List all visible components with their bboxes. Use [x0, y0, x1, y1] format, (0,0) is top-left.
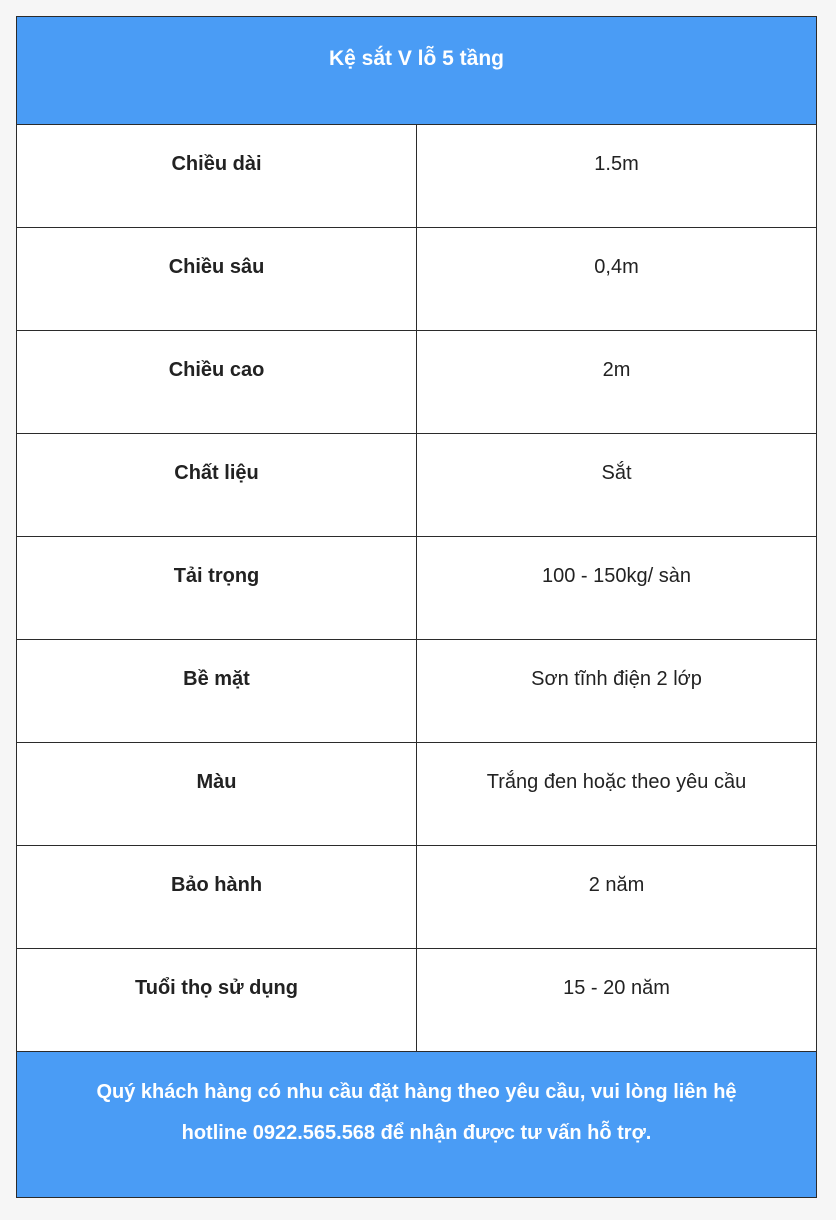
spec-label: Bề mặt: [17, 640, 417, 743]
table-row: [17, 228, 817, 331]
spec-value: Trắng đen hoặc theo yêu cầu: [417, 743, 817, 846]
table-row: [17, 949, 817, 1052]
table-row: [17, 537, 817, 640]
spec-value: 100 - 150kg/ sàn: [417, 537, 817, 640]
spec-table: [16, 16, 817, 1198]
table-footer-row: [17, 1052, 817, 1198]
contact-note-line2: hotline 0922.565.568 để nhận được tư vấn hỗ trợ.: [181, 1122, 652, 1144]
contact-note-line1: Quý khách hàng có nhu cầu đặt hàng theo yêu cầu, vui lòng liên hệ: [96, 1081, 737, 1103]
spec-value: Sơn tĩnh điện 2 lớp: [417, 640, 817, 743]
spec-label: Chất liệu: [17, 434, 417, 537]
spec-label: Chiều cao: [17, 331, 417, 434]
table-row: [17, 331, 817, 434]
table-row: [17, 125, 817, 228]
spec-value: 2m: [417, 331, 817, 434]
spec-value: 1.5m: [417, 125, 817, 228]
spec-label: Tải trọng: [17, 537, 417, 640]
spec-label: Chiều dài: [17, 125, 417, 228]
table-row: [17, 640, 817, 743]
table-row: [17, 434, 817, 537]
table-title: Kệ sắt V lỗ 5 tầng: [17, 17, 817, 125]
table-row: [17, 846, 817, 949]
spec-label: Tuổi thọ sử dụng: [17, 949, 417, 1052]
spec-label: Bảo hành: [17, 846, 417, 949]
spec-label: Màu: [17, 743, 417, 846]
spec-value: 0,4m: [417, 228, 817, 331]
spec-label: Chiều sâu: [17, 228, 417, 331]
spec-value: Sắt: [417, 434, 817, 537]
contact-note: [17, 1052, 817, 1198]
spec-value: 15 - 20 năm: [417, 949, 817, 1052]
table-row: [17, 743, 817, 846]
spec-value: 2 năm: [417, 846, 817, 949]
table-header-row: [17, 17, 817, 125]
